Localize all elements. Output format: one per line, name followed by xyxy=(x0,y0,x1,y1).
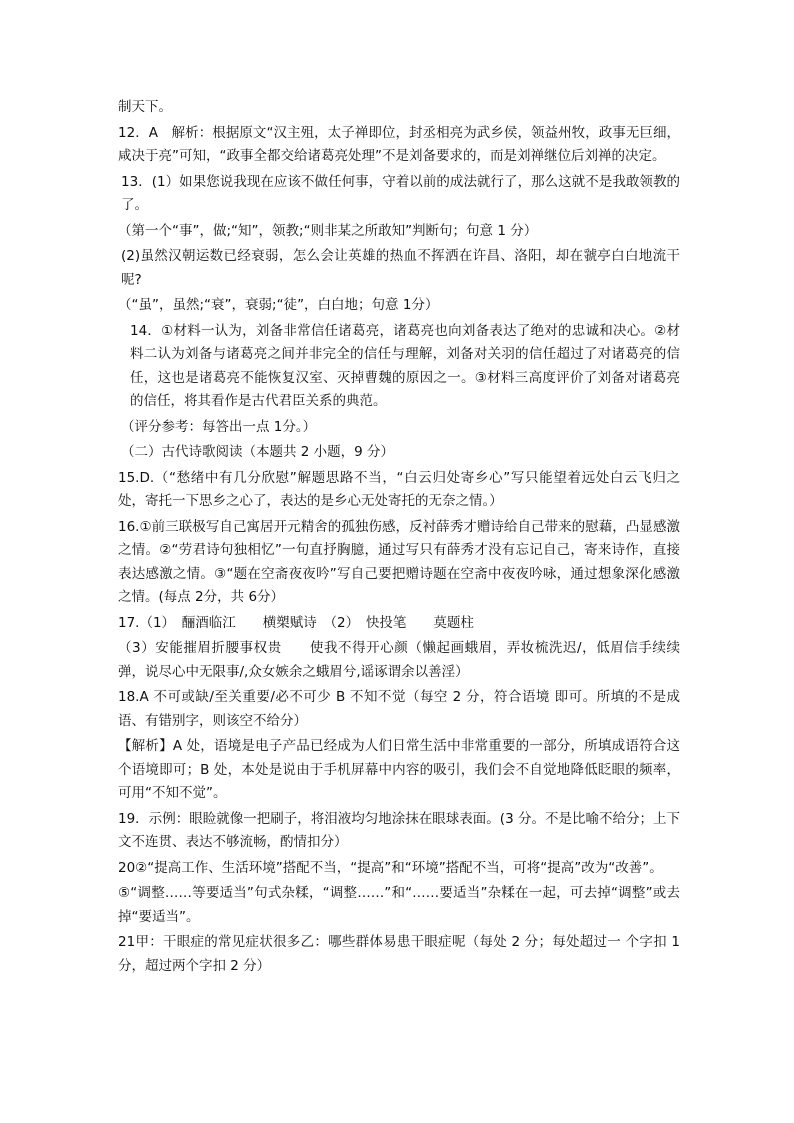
line-continuation: 制天下。 xyxy=(118,99,172,115)
answer-20-part1: 20②“提高工作、生活环境”搭配不当，“提高”和“环境”搭配不当，可将“提高”改为“改善”。 xyxy=(118,859,663,876)
answer-13-part1-scoring: （第一个“事”，做;“知”，领教;“则非某之所敢知”判断句；句意 1 分） xyxy=(118,222,538,239)
answer-18: 18.A 不可或缺/至关重要/必不可少 B 不知不觉（每空 2 分，符合语境 即可。所填的不是成语、有错别字，则该空不给分） xyxy=(118,689,680,729)
answer-13-part2-scoring: （“虽”，虽然;“衰”，衰弱;“徒”，白白地；句意 1分） xyxy=(118,297,439,313)
section-heading-poetry: （二）古代诗歌阅读（本题共 2 小题，9 分） xyxy=(121,444,395,460)
answer-12: 12．A 解析：根据原文“汉主殂，太子禅即位，封丞相亮为武乡侯，领益州牧，政事无巨细，咸决于亮”可知，“政事全都交给诸葛亮处理”不是刘备要求的，而是刘禅继位后刘禅的决定。 xyxy=(118,124,680,164)
answer-15: 15.D.（“愁绪中有几分欣慰”解题思路不当，“白云归处寄乡心”写只能望着远处白云飞归之处，寄托一下思乡之心了，表达的是乡心无处寄托的无奈之情。） xyxy=(118,469,680,509)
answer-14-scoring: （评分参考：每答出一点 1分。） xyxy=(121,418,317,435)
answer-19: 19．示例：眼睑就像一把刷子，将泪液均匀地涂抹在眼球表面。(3 分。不是比喻不给分；上下文不连贯、表达不够流畅，酌情扣分） xyxy=(118,810,680,850)
answer-18-analysis: 【解析】A 处，语境是电子产品已经成为人们日常生活中非常重要的一部分，所填成语符合这个语境即可；B 处，本处是说由于手机屏幕中内容的吸引，我们会不自觉地降低眨眼的频率，可用“不知不觉”。 xyxy=(118,738,680,801)
answer-13-part2: (2)虽然汉朝运数已经衰弱，怎么会让英雄的热血不挥洒在许昌、洛阳，却在虢亭白白地流干呢? xyxy=(121,248,680,288)
answer-16: 16.①前三联极写自己寓居开元精舍的孤独伤感，反衬薛秀才赠诗给自己带来的慰藉，凸显感激之情。②“劳君诗句独相忆”一句直抒胸臆，通过写只有薛秀才没有忘记自己，寄来诗作，直接表达感激之情。③“题在空斋夜夜吟”写自己要把赠诗题在空斋中夜夜吟咏，通过想象深化感激之情。(每点 2分，共 6分） xyxy=(118,518,680,605)
answer-14: 14．①材料一认为，刘备非常信任诸葛亮，诸葛亮也向刘备表达了绝对的忠诚和决心。②材料二认为刘备与诸葛亮之间并非完全的信任与理解，刘备对关羽的信任超过了对诸葛亮的信任，这也是诸葛亮不能恢复汉室、灭掉曹魏的原因之一。③材料三高度评价了刘备对诸葛亮的信任，将其看作是古代君臣关系的典范。 xyxy=(130,322,680,409)
answer-document xyxy=(118,96,685,980)
answer-17-line1: 17.（1） 酾酒临江 横槊赋诗 （2） 快投笔 莫题柱 xyxy=(118,614,474,631)
answer-13-part1: 13．(1）如果您说我现在应该不做任何事，守着以前的成法就行了，那么这就不是我敢领教的了。 xyxy=(121,173,680,213)
answer-21: 21甲：干眼症的常见症状很多乙：哪些群体易患干眼症呢（每处 2 分；每处超过一 个字扣 1 分，超过两个字扣 2 分） xyxy=(118,934,685,974)
answer-17-line2: （3）安能摧眉折腰事权贵 使我不得开心颜（懒起画蛾眉，弄妆梳洗迟/，低眉信手续续弹，说尽心中无限事/,众女嫉余之蛾眉兮,谣诼谓余以善淫） xyxy=(118,640,680,680)
answer-20-part2: ⑤“调整……等要适当”句式杂糅，“调整……”和“……要适当”杂糅在一起，可去掉“调整”或去掉“要适当”。 xyxy=(118,885,680,925)
